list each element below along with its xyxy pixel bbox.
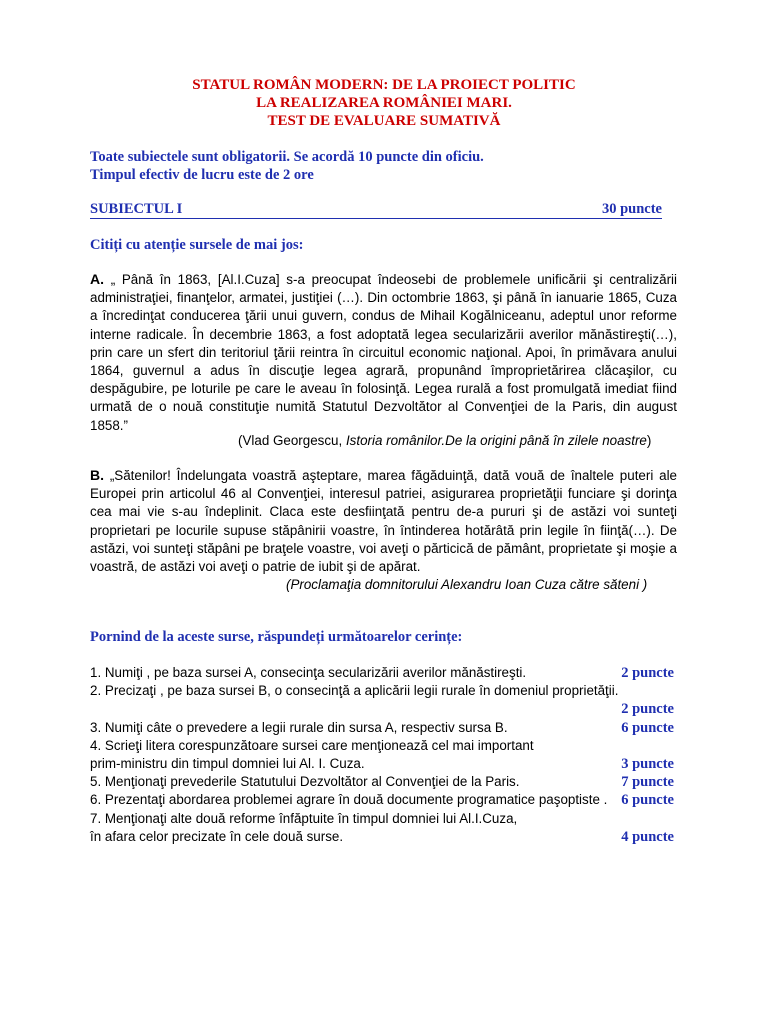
task-4-text: 4. Scrieţi litera corespunzătoare sursei care menţionează cel mai important: [90, 737, 534, 753]
subject-header: [90, 200, 662, 219]
task-5: [90, 773, 680, 791]
task-4: [90, 737, 680, 773]
subject-points: 30 puncte: [601, 201, 662, 217]
document-title: [0, 76, 768, 130]
instructions-line-2: Timpul efectiv de lucru este de 2 ore: [90, 167, 314, 183]
task-7-text: 7. Menţionaţi alte două reforme înfăptuite în timpul domniei lui Al.I.Cuza,: [90, 810, 518, 826]
source-a-text: „ Până în 1863, [Al.I.Cuza] s-a preocupat îndeosebi de problemele unificării şi centralizării administraţiei, finanţelor, armatei, justiţiei (…). Din octombrie 1863, şi până în ianuarie 1865, Cuza a încredinţat conducerea ţării unui guvern, condus de Mihail Kogălniceanu, adeptul unor reforme interne radicale. În decembrie 1863, a fost adoptată legea secularizării averilor mănăstireşti(…), prin care un sfert din teritoriul ţării reintra în circuitul economic naţional. Apoi, în primăvara anului 1864, guvernul a adus în discuţie legea agrară, propunând împroprietărirea clăcaşilor, cu despăgubire, pe loturile pe care le aveau în folosinţă. Legea rurală a fost promulgată imediat fiind urmată de o nouă constituţie numită Statutul Dezvoltător al Convenţiei de la Paris, din august 1858.”: [90, 272, 677, 433]
source-b-citation: (Proclamaţia domnitorului Alexandru Ioan Cuza către săteni ): [286, 577, 648, 592]
source-a-letter: A.: [90, 271, 104, 287]
source-a-citation: [238, 432, 651, 450]
sources-prompt: Citiți cu atenție sursele de mai jos:: [90, 237, 304, 253]
task-6-points: 6 puncte: [621, 792, 674, 809]
task-3-text: 3. Numiţi câte o prevedere a legii rurale din sursa A, respectiv sursa B.: [90, 719, 508, 735]
title-line-1: STATUL ROMÂN MODERN: DE LA PROIECT POLITIC: [192, 77, 576, 93]
task-7-text-cont: în afara celor precizate în cele două surse.: [90, 828, 344, 844]
task-2-text: 2. Precizaţi , pe baza sursei B, o consecinţă a aplicării legii rurale în domeniul proprietăţii.: [90, 683, 619, 699]
task-list: [90, 664, 680, 846]
subject-label: SUBIECTUL I: [90, 201, 183, 217]
task-4-text-cont: prim-ministru din timpul domniei lui Al. I. Cuza.: [90, 756, 365, 772]
title-line-2: LA REALIZAREA ROMÂNIEI MARI.: [256, 95, 512, 111]
source-a: [90, 270, 677, 435]
title-line-3: TEST DE EVALUARE SUMATIVĂ: [267, 113, 501, 129]
source-b: [90, 466, 677, 576]
task-5-text: 5. Menţionaţi prevederile Statutului Dezvoltător al Convenţiei de la Paris.: [90, 774, 520, 790]
task-3-points: 6 puncte: [621, 719, 674, 736]
task-7-points: 4 puncte: [621, 828, 674, 845]
source-a-cite-end: ): [646, 433, 652, 448]
task-2: [90, 682, 680, 718]
source-a-cite-author: (Vlad Georgescu,: [238, 433, 346, 448]
task-5-points: 7 puncte: [621, 774, 674, 791]
source-b-text: „Sătenilor! Îndelungata voastră aşteptare, marea făgăduinţă, dată vouă de înaltele puteri ale Europei prin articolul 46 al Convenţiei, interesul patriei, asigurarea proprietăţii funciare şi dorinţa cea mai vie s-au îndeplinit. Claca este desfiinţată pentru de-a pururi şi de astăzi voi sunteţi proprietari pe locurile supuse stăpânirii voastre, în întinderea hotărâtă prin legile în fiinţă(…). De astăzi, voi sunteţi stăpâni pe braţele voastre, voi aveţi o părticică de pământ, proprietate şi moşie a voastră, de astăzi voi aveţi o patrie de iubit şi de apărat.: [90, 468, 677, 575]
task-7: [90, 810, 680, 846]
task-1-points: 2 puncte: [621, 665, 674, 681]
source-a-cite-title: Istoria românilor.De la origini până în zilele noastre: [345, 433, 647, 448]
task-1: [90, 664, 680, 682]
task-6-text: 6. Prezentaţi abordarea problemei agrare în două documente programatice paşoptiste .: [90, 792, 608, 808]
source-b-letter: B.: [90, 467, 104, 483]
task-6: [90, 791, 680, 809]
tasks-prompt: Pornind de la aceste surse, răspundeți următoarelor cerințe:: [90, 629, 463, 645]
task-2-points: 2 puncte: [621, 701, 674, 718]
instructions-line-1: Toate subiectele sunt obligatorii. Se acordă 10 puncte din oficiu.: [90, 149, 484, 165]
task-1-text: 1. Numiţi , pe baza sursei A, consecinţa secularizării averilor mănăstireşti.: [90, 665, 527, 680]
instructions: [90, 148, 484, 184]
task-4-points: 3 puncte: [621, 756, 674, 773]
task-3: [90, 719, 680, 737]
